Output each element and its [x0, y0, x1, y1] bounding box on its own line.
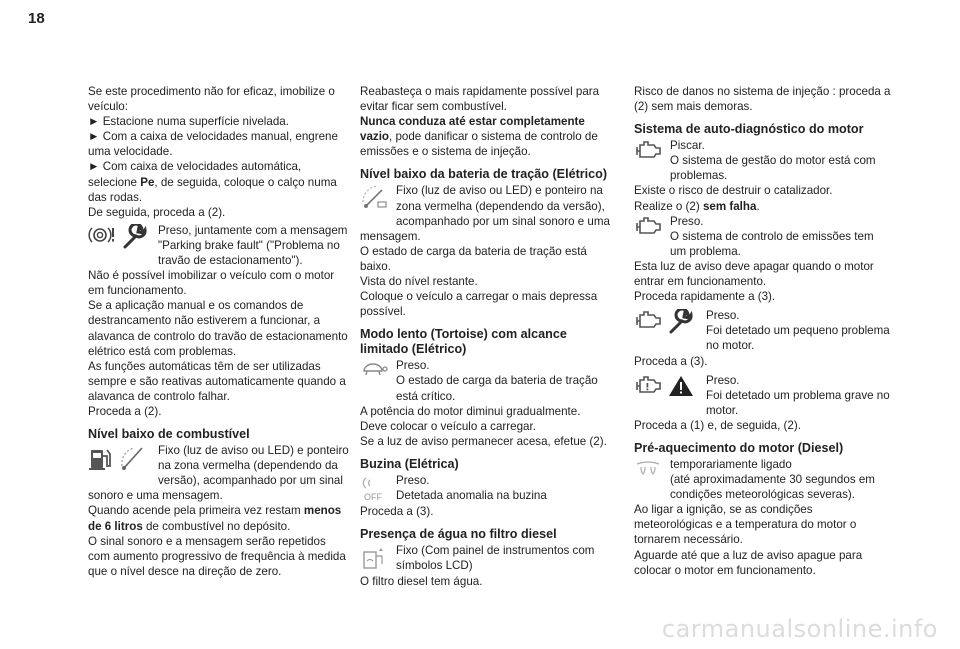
engine-icon	[634, 139, 662, 161]
preheat-state: temporariamente ligado	[670, 457, 792, 471]
paragraph: Aguarde até que a luz de aviso apague para colocar o motor em funcionamento.	[634, 548, 863, 577]
battery-description: Fixo (luz de aviso ou LED) e ponteiro na zona vermelha (dependendo da versão), acompanhado por um sinal sonoro e uma mensagem.	[360, 184, 610, 243]
engine-minor-block	[634, 308, 892, 353]
paragraph: O sinal sonoro e a mensagem serão repetidos com aumento progressivo de frequência à medida que o nível desce na direção de zero.	[88, 534, 346, 578]
fuel-pump-icon	[88, 444, 114, 472]
engine-description: Foi detetado um pequeno problema no motor.	[706, 324, 890, 353]
tortoise-description: O estado de carga da bateria de tração está crítico.	[396, 374, 598, 403]
engine-description: O sistema de controlo de emissões tem um problema.	[670, 229, 874, 258]
section-heading: Buzina (Elétrica)	[360, 456, 459, 471]
paragraph: Risco de danos no sistema de injeção : proceda a (2) sem mais demoras.	[634, 85, 891, 114]
paragraph: O filtro diesel tem água.	[360, 574, 483, 588]
paragraph: As funções automáticas têm de ser utilizadas sempre e são reativas automaticamente quando a alavanca de controlo falhar.	[88, 359, 346, 403]
preheat-block	[634, 457, 892, 502]
horn-state: Preso.	[396, 473, 430, 487]
paragraph: Proceda a (1) e, de seguida, (2).	[634, 418, 801, 432]
then-text: De seguida, proceda a (2).	[88, 205, 226, 219]
column-right	[634, 84, 892, 578]
warning-triangle-icon	[668, 374, 694, 398]
engine-fixed-block	[634, 214, 892, 259]
section-heading: Nível baixo da bateria de tração (Elétrico)	[360, 167, 608, 182]
engine-description: Foi detetado um problema grave no motor.	[706, 388, 890, 417]
paragraph: Quando acende pela primeira vez restam menos de 6 litros de combustível no depósito.	[88, 504, 342, 533]
svg-text:OFF: OFF	[364, 491, 382, 502]
tortoise-warning-block	[360, 358, 616, 403]
horn-warning-block	[360, 473, 616, 503]
water-warning-block	[360, 543, 616, 573]
intro-text: Se este procedimento não for eficaz, imobilize o veículo:	[88, 85, 335, 114]
paragraph: Se a luz de aviso permanecer acesa, efetue (2).	[360, 434, 607, 448]
brake-description: Preso, juntamente com a mensagem "Parking brake fault" ("Problema no travão de estacionamento").	[158, 223, 348, 268]
paragraph: Ao ligar a ignição, se as condições meteorológicas e a temperatura do motor o tornarem necessário.	[634, 503, 857, 547]
engine-icon	[634, 374, 662, 396]
engine-flash-block	[634, 138, 892, 183]
engine-icon	[634, 309, 662, 331]
paragraph: Realize o (2) sem falha.	[634, 199, 760, 213]
paragraph: Proceda a (3).	[634, 354, 708, 368]
brake-warning-block	[88, 223, 350, 268]
brake-warning-icon	[88, 224, 116, 246]
section-heading: Modo lento (Tortoise) com alcance limitado (Elétrico)	[360, 327, 567, 357]
paragraph: Proceda a (3).	[360, 504, 434, 518]
paragraph: Proceda a (2).	[88, 404, 162, 418]
step-text: ► Com caixa de velocidades automática, selecione Pe, de seguida, coloque o calço numa das rodas.	[88, 160, 337, 204]
fuel-description: Fixo (luz de aviso ou LED) e ponteiro na zona vermelha (dependendo da versão), acompanhado por um sinal sonoro e uma mensagem.	[88, 444, 349, 503]
step-text: ► Com a caixa de velocidades manual, engrene uma velocidade.	[88, 130, 338, 159]
column-left	[88, 84, 350, 579]
engine-major-block	[634, 373, 892, 418]
paragraph: Vista do nível restante.	[360, 275, 478, 289]
paragraph: Nunca conduza até estar completamente vazio, pode danificar o sistema de controlo de emissões e o sistema de injeção.	[360, 115, 598, 159]
paragraph: Esta luz de aviso deve apagar quando o motor entrar em funcionamento.	[634, 259, 874, 289]
section-heading: Sistema de auto-diagnóstico do motor	[634, 122, 864, 137]
horn-off-icon	[360, 474, 388, 502]
section-heading: Presença de água no filtro diesel	[360, 526, 557, 541]
tortoise-icon	[360, 359, 388, 377]
glow-plug-icon	[634, 458, 662, 480]
wrench-icon	[122, 224, 148, 250]
section-heading: Nível baixo de combustível	[88, 427, 250, 442]
horn-description: Detetada anomalia na buzina	[396, 488, 547, 502]
paragraph: Deve colocar o veículo a carregar.	[360, 419, 536, 433]
step-text: ► Estacione numa superfície nivelada.	[88, 115, 289, 129]
fuel-warning-block	[88, 443, 350, 503]
battery-warning-block	[360, 183, 616, 243]
paragraph: Existe o risco de destruir o catalizador.	[634, 184, 833, 198]
paragraph: Proceda rapidamente a (3).	[634, 290, 776, 304]
water-in-fuel-icon	[360, 544, 388, 572]
section-heading: Pré-aquecimento do motor (Diesel)	[634, 440, 844, 455]
engine-state: Piscar.	[670, 139, 705, 153]
watermark: carmanualsonline.info	[661, 615, 938, 643]
fuel-gauge-icon	[120, 444, 146, 472]
paragraph: O estado de carga da bateria de tração está baixo.	[360, 244, 587, 273]
paragraph: Coloque o veículo a carregar o mais depressa possível.	[360, 290, 598, 319]
paragraph: Reabasteça o mais rapidamente possível para evitar ficar sem combustível.	[360, 85, 600, 114]
column-middle	[360, 84, 616, 589]
paragraph: A potência do motor diminui gradualmente.	[360, 404, 581, 418]
battery-gauge-icon	[360, 184, 388, 210]
engine-state: Preso.	[706, 373, 740, 387]
wrench-icon	[668, 309, 694, 335]
engine-description: O sistema de gestão do motor está com problemas.	[670, 154, 876, 183]
engine-state: Preso.	[706, 309, 740, 323]
paragraph: Se a aplicação manual e os comandos de destrancamento não estiverem a funcionar, a alavanca de controlo do travão de estacionamento elétrico está com problemas.	[88, 299, 348, 358]
paragraph: Não é possível imobilizar o veículo com o motor em funcionamento.	[88, 269, 335, 298]
tortoise-state: Preso.	[396, 359, 430, 373]
engine-state: Preso.	[670, 214, 704, 228]
page-number: 18	[28, 10, 45, 27]
water-description: Fixo (Com painel de instrumentos com símbolos LCD)	[396, 543, 595, 573]
preheat-description: (até aproximadamente 30 segundos em condições meteorológicas severas).	[670, 473, 875, 502]
engine-icon	[634, 215, 662, 237]
